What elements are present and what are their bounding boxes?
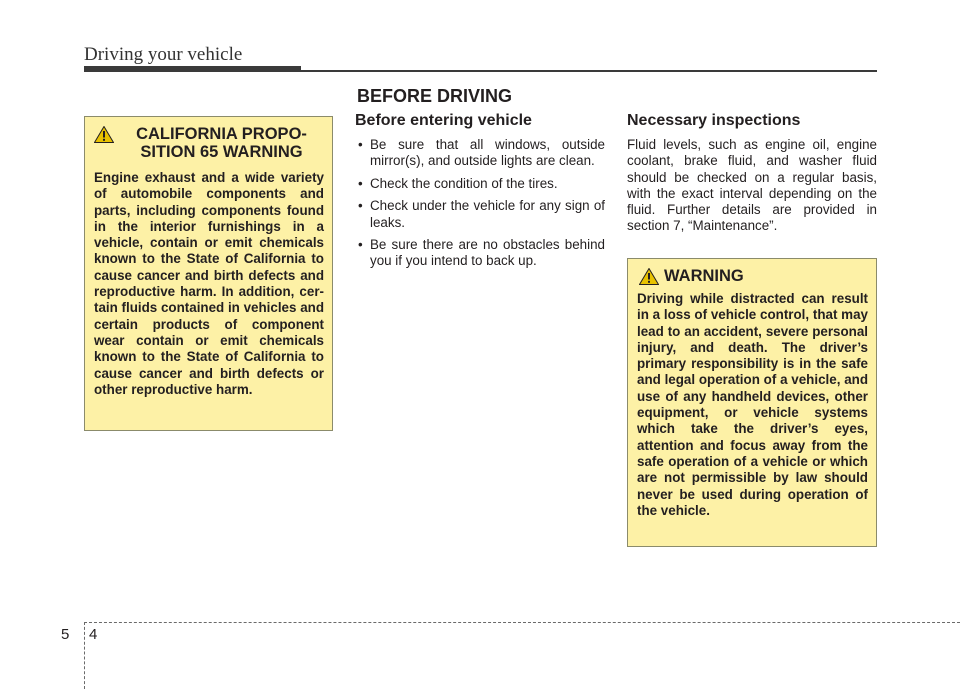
- page-chapter-number: 5: [61, 626, 70, 643]
- necessary-inspections-body: Fluid levels, such as engine oil, engine coolant, brake fluid, and washer fluid should be checked on a regular basis, with the exact interval depending on the fluid. Further details are provided in section 7, “Maintenance”.: [627, 137, 877, 234]
- footer-divider: [84, 622, 960, 623]
- list-item: • Check the condition of the tires.: [355, 176, 605, 192]
- list-item: • Be sure there are no obstacles behind you if you intend to back up.: [355, 237, 605, 270]
- chapter-title: Driving your vehicle: [84, 44, 243, 65]
- warning-triangle-icon: [639, 268, 661, 286]
- california-warning-title-line2: SITION 65 WARNING: [140, 143, 303, 161]
- necessary-inspections-title: Necessary inspections: [627, 112, 801, 129]
- footer-vertical-divider: [84, 622, 85, 689]
- list-item: • Check under the vehicle for any sign of leaks.: [355, 198, 605, 231]
- california-warning-title-line1: CALIFORNIA PROPO-: [136, 125, 307, 143]
- list-item: • Be sure that all windows, outside mirror(s), and outside lights are clean.: [355, 137, 605, 170]
- header-rule-thin: [301, 70, 877, 72]
- necessary-inspections-section: [627, 112, 877, 235]
- before-entering-list: [355, 137, 605, 270]
- header-rule-thick: [84, 66, 301, 72]
- warning-triangle-icon: [94, 126, 116, 144]
- before-entering-title: Before entering vehicle: [355, 112, 532, 129]
- driving-warning-body: Driving while distracted can result in a loss of vehicle control, that may lead to an accident, severe personal injury, and death. The driver’s primary responsibility is in the safe and legal operation of a vehicle, and use of any handheld devices, other equipment, or vehicle systems which take the driver’s eyes, attention and focus away from the safe operation of a vehicle or which are not permissible by law should never be used during operation of the vehicle.: [637, 291, 868, 518]
- california-warning-body: Engine exhaust and a wide variety of automobile components and parts, including components found in the interior furnishings in a vehicle, contain or emit chemicals known to the State of California to cause cancer and birth defects and reproductive harm. In addition, certain fluids contained in vehicles and certain products of component wear contain or emit chemicals known to the State of California to cause cancer and birth defects or other reproductive harm.: [94, 170, 324, 397]
- driving-warning-box: [627, 258, 877, 547]
- california-warning-title: [119, 125, 324, 161]
- california-warning-box: [84, 116, 333, 431]
- page-number: 4: [89, 626, 98, 643]
- california-warning-header: [94, 125, 324, 161]
- driving-warning-header: [639, 267, 868, 286]
- driving-warning-title: WARNING: [664, 267, 744, 285]
- section-title: BEFORE DRIVING: [357, 86, 513, 106]
- before-entering-section: [355, 112, 605, 276]
